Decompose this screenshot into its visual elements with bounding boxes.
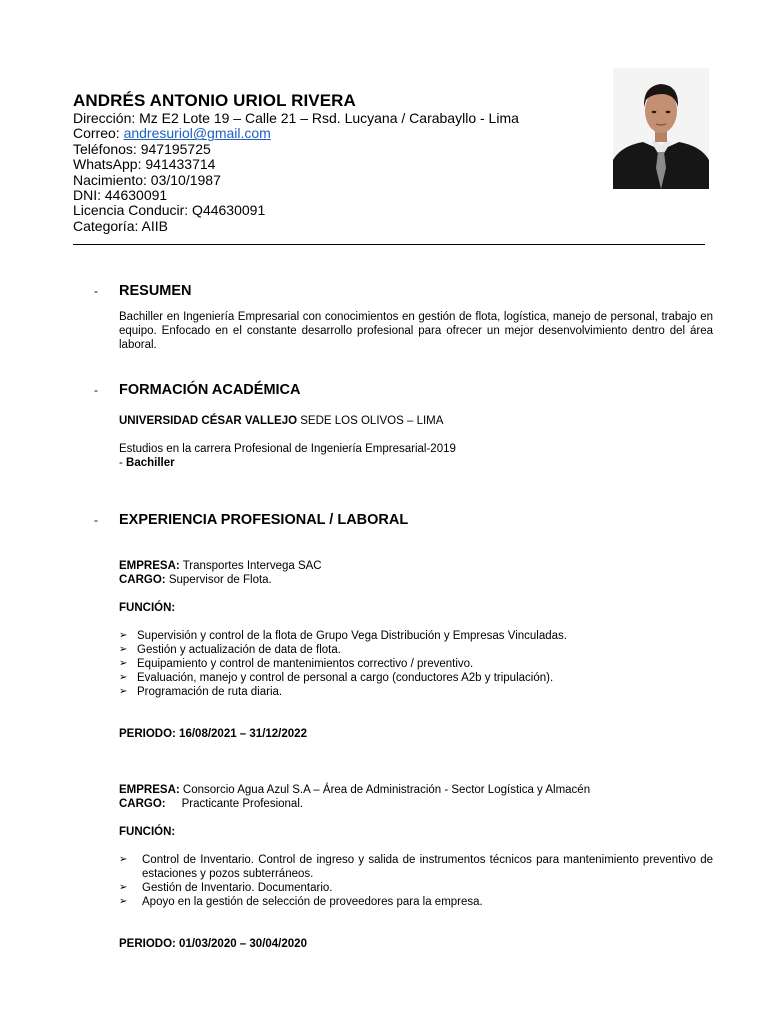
birth-date: Nacimiento: 03/10/1987: [73, 171, 221, 188]
role-label: CARGO:: [119, 798, 166, 810]
education-title: FORMACIÓN ACADÉMICA: [119, 382, 301, 398]
list-item: ➢ Gestión y actualización de data de flota.: [119, 644, 341, 656]
arrow-bullet-icon: ➢: [119, 896, 128, 907]
job-1-functions: [119, 629, 719, 699]
job-1-company: [119, 559, 322, 573]
arrow-bullet-icon: ➢: [119, 658, 128, 669]
summary-text: Bachiller en Ingeniería Empresarial con conocimientos en gestión de flota, logística, manejo de personal, trabajo en equipo. Enfocado en el constante desarrollo profesional para ofrecer un mejor desenvolvimiento dentro del área laboral.: [119, 311, 713, 351]
degree-prefix: -: [119, 457, 127, 469]
job-1-function-label: FUNCIÓN:: [119, 602, 176, 614]
arrow-bullet-icon: ➢: [119, 854, 128, 865]
university-name: UNIVERSIDAD CÉSAR VALLEJO: [119, 415, 298, 427]
company-label: EMPRESA:: [119, 784, 180, 796]
arrow-bullet-icon: ➢: [119, 672, 128, 683]
list-item: ➢ Apoyo en la gestión de selección de proveedores para la empresa.: [119, 896, 483, 908]
arrow-bullet-icon: ➢: [119, 644, 128, 655]
job-2-role: [119, 797, 303, 811]
section-dash: -: [94, 383, 98, 397]
degree-line: [119, 456, 175, 470]
role-name: Supervisor de Flota.: [165, 574, 272, 586]
education-heading: [94, 382, 301, 398]
degree: Bachiller: [126, 457, 175, 469]
university-campus: SEDE LOS OLIVOS – LIMA: [297, 415, 444, 427]
email-label: Correo:: [73, 125, 124, 142]
arrow-bullet-icon: ➢: [119, 882, 128, 893]
job-2-function-label: FUNCIÓN:: [119, 826, 176, 838]
university-line: [119, 414, 443, 428]
list-item: ➢ Programación de ruta diaria.: [119, 686, 283, 698]
job-2-period: PERIODO: 01/03/2020 – 30/04/2020: [119, 938, 307, 950]
email-line: [73, 126, 519, 141]
job-1-role: [119, 573, 272, 587]
company-name: Transportes Intervega SAC: [179, 560, 322, 572]
job-2-company: [119, 783, 590, 797]
profile-photo: [613, 68, 709, 189]
job-1-period: PERIODO: 16/08/2021 – 31/12/2022: [119, 728, 307, 740]
email-link[interactable]: andresuriol@gmail.com: [123, 125, 271, 142]
whatsapp: WhatsApp: 941433714: [73, 156, 216, 173]
list-item: ➢ Gestión de Inventario. Documentario.: [119, 882, 333, 894]
candidate-name: ANDRÉS ANTONIO URIOL RIVERA: [73, 91, 356, 110]
arrow-bullet-icon: ➢: [119, 630, 128, 641]
role-label: CARGO:: [119, 574, 166, 586]
list-item: ➢ Control de Inventario. Control de ingreso y salida de instrumentos técnicos para mantenimiento preventivo de estaciones y pozos subterráneos.: [119, 854, 713, 880]
contact-info: [73, 111, 519, 234]
summary-heading: [94, 283, 192, 299]
summary-title: RESUMEN: [119, 283, 192, 299]
section-dash: -: [94, 513, 98, 527]
list-item: ➢ Equipamiento y control de mantenimientos correctivo / preventivo.: [119, 658, 474, 670]
license-category: Categoría: AIIB: [73, 217, 168, 234]
list-item: ➢ Supervisión y control de la flota de Grupo Vega Distribución y Empresas Vinculadas.: [119, 630, 567, 642]
list-item: ➢ Evaluación, manejo y control de personal a cargo (conductores A2b y tripulación).: [119, 672, 554, 684]
role-name: Practicante Profesional.: [165, 798, 304, 810]
company-label: EMPRESA:: [119, 560, 180, 572]
arrow-bullet-icon: ➢: [119, 686, 128, 697]
section-dash: -: [94, 284, 98, 298]
address: Dirección: Mz E2 Lote 19 – Calle 21 – Rsd. Lucyana / Carabayllo - Lima: [73, 110, 519, 126]
company-name: Consorcio Agua Azul S.A – Área de Administración - Sector Logística y Almacén: [179, 784, 591, 796]
phones: Teléfonos: 947195725: [73, 140, 211, 157]
experience-heading: [94, 512, 408, 528]
header-divider: [73, 244, 705, 245]
studies-line: Estudios en la carrera Profesional de Ingeniería Empresarial-2019: [119, 443, 456, 455]
job-2-functions: [119, 853, 713, 909]
experience-title: EXPERIENCIA PROFESIONAL / LABORAL: [119, 512, 409, 528]
dni: DNI: 44630091: [73, 187, 168, 204]
driver-license: Licencia Conducir: Q44630091: [73, 202, 266, 219]
